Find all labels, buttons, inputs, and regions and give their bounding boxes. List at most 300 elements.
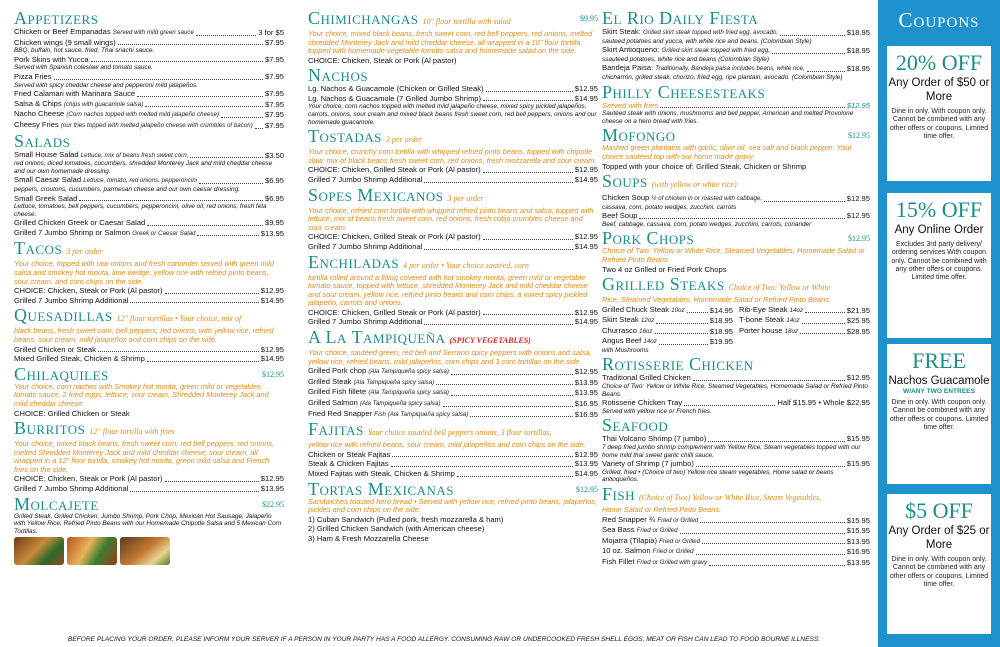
item-name xyxy=(308,317,422,327)
dot-leader xyxy=(708,441,845,442)
section-note: 3 per order xyxy=(66,247,103,257)
menu-item-list xyxy=(308,366,598,419)
item-name xyxy=(14,27,194,38)
item-name-text: CHOICE: Chicken, Grilled Steak or Pork (Al pastor) xyxy=(308,307,481,317)
item-name-text: Grilled Steak xyxy=(308,376,352,386)
coupon-offer: Any Online Order xyxy=(894,224,984,236)
dot-leader xyxy=(764,201,845,202)
item-name xyxy=(14,175,197,186)
item-price: $18.95 xyxy=(709,316,733,326)
item-note: Fried or Grilled xyxy=(636,527,678,535)
item-name-text: Bandeja Paisa: xyxy=(602,63,654,73)
food-photo xyxy=(120,537,170,565)
item-name-text: Pork Skins with Yucca xyxy=(14,54,89,64)
item-note: Fried or Grilled xyxy=(652,548,694,556)
menu-item xyxy=(308,459,598,469)
section-soups xyxy=(602,170,870,228)
item-name xyxy=(14,286,163,296)
menu-item xyxy=(602,315,733,326)
item-price: $18.95 xyxy=(846,64,870,74)
item-price: $14.95 xyxy=(574,241,598,251)
section-title xyxy=(308,184,598,207)
menu-item-list xyxy=(14,175,284,186)
menu-item-list xyxy=(14,286,284,305)
item-name-text: Fried Calamari with Marinara Sauce xyxy=(14,89,136,99)
section-appetizers xyxy=(14,10,284,131)
section-note: (SPICY VEGETABLES) xyxy=(449,336,531,346)
item-price: $12.95 xyxy=(846,193,870,203)
dot-leader xyxy=(702,543,845,544)
item-name-text: Small Caesar Salad xyxy=(14,175,82,185)
menu-item-list xyxy=(602,305,733,347)
section-description: Home Salad or Refried Pinto Beans. xyxy=(602,505,722,514)
item-name-text: Mixed Grilled Steak, Chicken & Shrimp xyxy=(14,354,145,364)
item-price: $14.95 xyxy=(260,295,284,305)
dot-leader xyxy=(680,533,845,534)
item-price: $14.95 xyxy=(260,354,284,364)
item-note: Lettuce, mix of beans fresh sweet corn, xyxy=(80,151,189,159)
item-price: $13.95 xyxy=(574,388,598,398)
menu-item xyxy=(308,387,598,398)
item-name xyxy=(308,450,390,460)
section-title-text: Pork Chops xyxy=(602,228,695,249)
item-name-text: Rotisserie Chicken Tray xyxy=(602,398,683,408)
section-tampiquena xyxy=(308,329,598,419)
section-title: Salads xyxy=(14,130,71,151)
section-description: Your choice, crunchy corn tortilla with whipped refried pinto beans, topped with chipotle slaw, mix of black beans fresh sweet corn, red onions, fresh mozzarella and sour cream. xyxy=(308,147,597,165)
dot-leader xyxy=(190,157,263,158)
menu-item xyxy=(602,101,870,111)
item-name-text: 10 oz. Salmon xyxy=(602,546,651,556)
coupon-headline: 20% OFF xyxy=(895,50,983,75)
dot-leader xyxy=(54,79,263,80)
item-price: $16.95 xyxy=(574,409,598,419)
coupon-headline: $5 OFF xyxy=(905,498,973,523)
item-name xyxy=(14,99,143,110)
item-name-text: Cheesy Fries xyxy=(14,119,59,129)
menu-item xyxy=(602,193,870,204)
section-title xyxy=(14,307,284,327)
menu-item xyxy=(14,345,284,355)
item-note: (Ala Tampiqueña spicy salsa) xyxy=(359,400,441,408)
item-note: Fish (Ala Tampiqueña spicy salsa) xyxy=(374,410,469,418)
item-price: $12.95 xyxy=(846,211,870,221)
menu-item xyxy=(602,536,870,547)
section-burritos xyxy=(14,420,284,494)
menu-item xyxy=(14,55,284,65)
item-name xyxy=(602,193,762,204)
dot-leader xyxy=(696,554,845,555)
menu-item xyxy=(602,45,870,56)
section-title-text: A La Tampiqueña xyxy=(308,327,446,348)
dot-leader xyxy=(639,218,844,219)
section-title-text: Molcajete xyxy=(14,493,99,514)
item-name-text: Small Greek Salad xyxy=(14,193,78,203)
section-title-text: Grilled Steaks xyxy=(602,273,725,294)
menu-item-list xyxy=(14,72,284,82)
item-name xyxy=(14,296,128,306)
item-name-text: Sea Bass xyxy=(602,525,635,535)
item-price: $6.95 xyxy=(264,176,284,186)
dot-leader xyxy=(483,239,573,240)
section-sopes xyxy=(308,184,598,252)
menu-item xyxy=(14,218,284,228)
dot-leader xyxy=(130,491,258,492)
dot-leader xyxy=(470,416,572,417)
item-price: $12.95 xyxy=(574,165,598,175)
section-title xyxy=(308,10,598,30)
item-name-text: Angus Beef xyxy=(602,336,642,346)
item-note: 18oz xyxy=(784,327,799,335)
item-description: cassava, corn, potato wedges, zucchini, carrots xyxy=(602,203,737,211)
item-name xyxy=(602,305,685,316)
menu-item-list xyxy=(308,165,598,184)
item-name xyxy=(14,484,128,494)
item-price: $14.95 xyxy=(574,317,598,327)
dot-leader xyxy=(145,106,263,107)
dot-leader xyxy=(483,172,573,173)
section-title xyxy=(602,486,870,506)
section-description: Grilled Steak, Grilled Chicken, Jumbo Shrimp, Pork Chop, Mexican Hot Sausage, Jalapeño with Yellow Rice, Refried Pinto Beans with our Homemade Chipotle Salsa and 5 Mexican Corn Tortillas. xyxy=(14,512,282,535)
item-name xyxy=(308,242,422,252)
item-name xyxy=(602,557,707,568)
menu-item xyxy=(602,63,870,74)
item-name xyxy=(602,459,694,469)
section-description: Your choice, refried corn tortilla with whipped refried pinto beans and salsa, topped with lettuce, mix of beans fresh sweet corn, red onions, fresh cotija crumbles cheese and sour cream. xyxy=(308,205,594,232)
item-name-text: CHOICE: Chicken, Steak or Pork (Al pastor) xyxy=(14,474,163,484)
dot-leader xyxy=(655,333,708,334)
menu-item xyxy=(308,469,598,479)
item-description: peppers, croutons, cucumbers, parmesan cheese and our own caesar dressing. xyxy=(14,185,240,193)
menu-item xyxy=(14,38,284,48)
item-name xyxy=(14,38,116,48)
menu-item-list xyxy=(14,89,284,130)
menu-item-list xyxy=(14,27,284,47)
menu-item xyxy=(14,296,284,306)
item-note: (our fries topped with melted jalapeño cheese with crumbles of bacon) xyxy=(60,121,253,129)
section-title xyxy=(602,273,870,296)
section-title: El Rio Daily Fiesta xyxy=(602,10,759,28)
item-name xyxy=(602,63,805,74)
item-description: with Mushrooms xyxy=(602,346,649,354)
item-name xyxy=(14,228,195,239)
steak-column-left xyxy=(602,305,733,355)
section-description: Your choice, sautéed green, red bell and Serrano spicy peppers with onions and salsa, yellow rice, refried beans, mild jalapeños, corn chips and 3 corn tortillas on the side. xyxy=(308,348,592,366)
section-note: 12" flour tortilla with fries xyxy=(89,427,175,436)
item-price: $7.95 xyxy=(264,120,284,130)
item-note: 12oz xyxy=(640,317,655,325)
section-title xyxy=(14,240,284,260)
section-note: Choice of Two: Yellow or White xyxy=(728,282,831,292)
coupon-offer: Nachos Guacamole xyxy=(888,375,990,387)
item-name-text: Chicken or Steak Fajitas xyxy=(308,449,391,459)
menu-item xyxy=(308,232,598,242)
menu-item xyxy=(602,557,870,568)
menu-item xyxy=(602,336,733,347)
item-name-text: Porter house xyxy=(739,325,783,335)
item-name xyxy=(602,398,682,408)
item-name xyxy=(308,377,434,388)
section-title xyxy=(14,420,284,440)
menu-item-list xyxy=(14,194,284,204)
section-title: Philly Cheesesteaks xyxy=(602,81,766,102)
item-description: chicharrón, grilled steak, chorizo, fried egg, ripe plantain, avocado. (Colombian Style) xyxy=(602,73,843,81)
menu-item xyxy=(308,165,598,175)
item-price: $15.95 xyxy=(846,459,870,469)
item-price: $13.95 xyxy=(846,557,870,567)
item-name-text: Skirt Steak xyxy=(602,315,639,325)
item-price: $13.95 xyxy=(260,483,284,493)
item-name-text: Skirt Steak: xyxy=(602,27,641,36)
section-title: Seafood xyxy=(602,415,669,436)
item-name xyxy=(14,345,96,355)
dot-leader xyxy=(391,466,573,467)
section-salads xyxy=(14,130,284,239)
section-title-text: Mofongo xyxy=(602,125,676,146)
menu-item-list xyxy=(602,45,870,56)
coupon-15-off[interactable] xyxy=(887,193,991,338)
item-name-text: Small House Salad xyxy=(14,149,79,159)
menu-item xyxy=(14,27,284,38)
item-name xyxy=(602,211,637,221)
coupon-20-off[interactable] xyxy=(887,46,991,181)
menu-item xyxy=(14,120,284,131)
menu-item xyxy=(602,434,870,444)
item-price: $14.95 xyxy=(574,174,598,184)
dot-leader xyxy=(137,96,263,97)
item-price: $7.95 xyxy=(264,99,284,109)
item-name xyxy=(308,175,422,185)
item-note: 10oz xyxy=(671,306,685,314)
section-description: Your choice, topped with raw onions and fresh coriander served with green mild salsa and smokey hot morita, lime wedge, yellow rice with refried pinto beans, sour cream, and corn chips on the side. xyxy=(14,259,275,286)
item-price: $12.95 xyxy=(574,449,598,459)
dot-leader xyxy=(436,384,573,385)
menu-item xyxy=(308,242,598,252)
item-price: $3.50 xyxy=(264,150,284,160)
item-name-text: Steak & Chicken Fajitas xyxy=(308,459,389,469)
section-mofongo xyxy=(602,127,870,171)
item-price: $15.95 xyxy=(846,526,870,536)
section-title xyxy=(14,363,284,384)
item-price: $7.95 xyxy=(264,54,284,64)
item-price: Half $15.95 • Whole $22.95 xyxy=(777,398,870,408)
item-name-text: Churrasco xyxy=(602,325,638,335)
section-philly xyxy=(602,81,870,126)
menu-item xyxy=(308,377,598,388)
section-choice: Two 4 oz Grilled or Fried Pork Chops xyxy=(602,264,727,274)
menu-item xyxy=(308,175,598,185)
section-price: $9.95 xyxy=(580,14,598,23)
menu-item-list xyxy=(602,459,870,469)
coupons-panel xyxy=(878,0,1000,647)
item-description: ssauteed potatoes, white rice and beans (Colombian Style) xyxy=(602,55,769,63)
menu-column-3 xyxy=(602,10,870,570)
section-title-text: Chimichangas xyxy=(308,10,419,28)
item-price: $15.95 xyxy=(846,434,870,444)
dot-leader xyxy=(696,466,845,467)
coupon-free-nachos[interactable] xyxy=(887,344,991,484)
item-name-text: Grilled Pork chop xyxy=(308,366,367,376)
item-price: $6.95 xyxy=(264,193,284,203)
menu-item-list xyxy=(14,474,284,493)
item-name xyxy=(602,546,694,557)
dot-leader xyxy=(79,200,263,201)
menu-item xyxy=(602,515,870,526)
section-price: $22.95 xyxy=(262,499,284,509)
dot-leader xyxy=(199,183,263,184)
section-tostadas xyxy=(308,128,598,184)
menu-item xyxy=(14,474,284,484)
dot-leader xyxy=(709,565,845,566)
section-grilled-steaks xyxy=(602,273,870,355)
menu-item xyxy=(14,194,284,204)
menu-item xyxy=(308,450,598,460)
section-title: Appetizers xyxy=(14,10,99,28)
menu-item xyxy=(602,305,733,316)
section-title xyxy=(602,230,870,247)
menu-item xyxy=(14,286,284,296)
item-name: Served with fries xyxy=(602,100,659,110)
dot-leader xyxy=(165,293,259,294)
item-name xyxy=(602,315,654,326)
coupon-5-off[interactable] xyxy=(887,494,991,634)
item-name-text: Chicken Soup xyxy=(602,192,650,202)
menu-item-list xyxy=(14,55,284,65)
item-name xyxy=(14,354,145,364)
item-price: $12.95 xyxy=(846,100,870,110)
item-name xyxy=(308,398,441,409)
menu-item xyxy=(308,366,598,377)
item-name-text: Skirt Antioqueno: xyxy=(602,45,660,55)
dot-leader xyxy=(255,128,263,129)
section-fish xyxy=(602,486,870,568)
menu-item-list xyxy=(308,450,598,479)
menu-item xyxy=(308,398,598,409)
section-description: Your choice, corn nachos with Smokey hot morita, green mild or vegetables tomato sauce, 2 fried eggs, lettuce, sour cream, Shredded Monterey Jack and mild cheddar cheese. xyxy=(14,381,269,408)
menu-item xyxy=(602,211,870,221)
section-note: 4 per order • Your choice sautéed, corn xyxy=(403,260,529,270)
item-note: 14oz xyxy=(789,306,804,314)
food-photo xyxy=(14,537,64,565)
item-price: $12.95 xyxy=(260,474,284,484)
dot-leader xyxy=(424,249,572,250)
item-note: (chips with guacamole salsa) xyxy=(63,100,144,108)
food-photos xyxy=(14,537,284,565)
item-note: (Ala Tampiqueña spicy salsa) xyxy=(353,378,435,386)
menu-item xyxy=(602,398,870,408)
menu-item xyxy=(308,84,598,94)
item-price: $12.95 xyxy=(574,307,598,317)
item-price: $13.95 xyxy=(846,536,870,546)
section-title-text: Soups xyxy=(602,170,648,191)
item-name xyxy=(308,366,449,377)
menu-item xyxy=(739,315,870,326)
item-note: (Ala Tampiqueña spicy salsa) xyxy=(368,389,449,397)
dot-leader xyxy=(165,481,259,482)
item-name-text: T-bone Steak xyxy=(739,315,785,325)
dot-leader xyxy=(424,182,572,183)
dot-leader xyxy=(684,405,775,406)
item-name xyxy=(602,45,770,56)
item-name xyxy=(14,55,89,65)
item-name xyxy=(14,150,188,161)
section-description: Your choice, mixed black beans, fresh sweet corn, red bell peppers, red onions, melted shredded Monterey Jack and mild cheddar cheese, all wrapped in a 10" flour tortilla topped with homemade vegetable tomato salsa and homemade salad on the side. xyxy=(308,29,593,56)
dot-leader xyxy=(98,351,259,352)
dot-leader xyxy=(693,380,845,381)
item-price: $13.95 xyxy=(260,228,284,238)
section-title-text: Tostadas xyxy=(308,126,382,147)
item-price: $15.95 xyxy=(846,515,870,525)
item-description: 7 deep fried jumbo shrimp complement with Yellow Rice, Steam vegetables topped with our home mild thai sweet garlic chilli sauce. xyxy=(602,444,861,459)
section-choice: CHOICE: Grilled Chicken or Steak xyxy=(14,408,130,418)
menu-item-list xyxy=(14,345,284,364)
item-price: $12.95 xyxy=(846,373,870,383)
coupon-terms: Dine in only. With coupon only. Cannot be combined with any other offers or coupons. Limited time offer. xyxy=(889,108,989,140)
item-name-text: Grilled Chuck Steak xyxy=(602,304,670,314)
item-name-text: Grilled 7 Jumbo Shrimp or Salmon xyxy=(14,227,131,237)
item-name xyxy=(602,515,698,526)
menu-item xyxy=(14,175,284,186)
menu-item-list xyxy=(308,308,598,327)
item-name-text: Grilled Chicken Greek or Caesar Salad xyxy=(14,218,146,228)
section-description: Your choice, mixed black beans, fresh sweet corn, red bell peppers, red onions, melted Shredded Monterey Jack and mild cheddar cheese, sour cream, all wrapped in a 12" flour tortilla, smokey hot morita, green mild salsa and French fries on the side. xyxy=(14,439,275,474)
item-price: $18.95 xyxy=(846,28,870,37)
menu-item-list xyxy=(602,63,870,74)
item-price: $25.95 xyxy=(846,316,870,326)
section-title xyxy=(308,421,598,441)
item-name-text: Red Snapper ¾ xyxy=(602,514,656,524)
dot-leader xyxy=(700,522,845,523)
dot-leader xyxy=(221,117,263,118)
item-name-text: Grilled 7 Jumbo Shrimp Additional xyxy=(308,317,423,327)
menu-item xyxy=(602,459,870,469)
dot-leader xyxy=(807,71,845,72)
section-fajitas xyxy=(308,421,598,478)
item-name-text: Mixed Fajitas with Steak, Chicken & Shrimp xyxy=(308,469,455,478)
dot-leader xyxy=(457,476,573,477)
menu-item xyxy=(14,354,284,364)
dot-leader xyxy=(147,361,259,362)
dot-leader xyxy=(451,395,573,396)
item-price: $16.95 xyxy=(574,399,598,409)
item-note: Lettuce, tomato, red onions, pepperoncini xyxy=(83,177,198,185)
menu-item xyxy=(14,484,284,494)
item-name-text: Beef Soup xyxy=(602,211,638,221)
section-title-text: Burritos xyxy=(14,418,86,438)
section-description: Mashed green plantains with garlic, olive oil, sea salt and black pepper. Your choice sautéed top with our home made gravy. xyxy=(602,143,852,161)
item-price: $7.95 xyxy=(264,71,284,81)
coupons-title: Coupons xyxy=(898,8,980,32)
menu-item xyxy=(308,409,598,420)
dot-leader xyxy=(656,323,708,324)
section-note: 12" flour tortillas • Your choice, mix of xyxy=(116,314,242,324)
menu-item xyxy=(602,546,870,557)
section-price: $12.95 xyxy=(848,131,870,141)
menu-item-list xyxy=(602,193,870,204)
coupon-terms: Dine in only. With coupon only. Cannot be combined with any other offers or coupons. Limited time offer. xyxy=(889,399,989,431)
section-title: Rotisserie Chicken xyxy=(602,354,754,375)
section-molcajete xyxy=(14,493,284,566)
section-chilaquiles xyxy=(14,363,284,418)
menu-item-list xyxy=(308,84,598,103)
section-title-text: Chilaquiles xyxy=(14,363,109,384)
steak-column-right xyxy=(739,305,870,355)
item-price: $13.95 xyxy=(574,377,598,387)
item-price: $7.95 xyxy=(264,89,284,99)
menu-item xyxy=(602,525,870,536)
item-name xyxy=(739,305,803,316)
section-title xyxy=(602,170,870,193)
